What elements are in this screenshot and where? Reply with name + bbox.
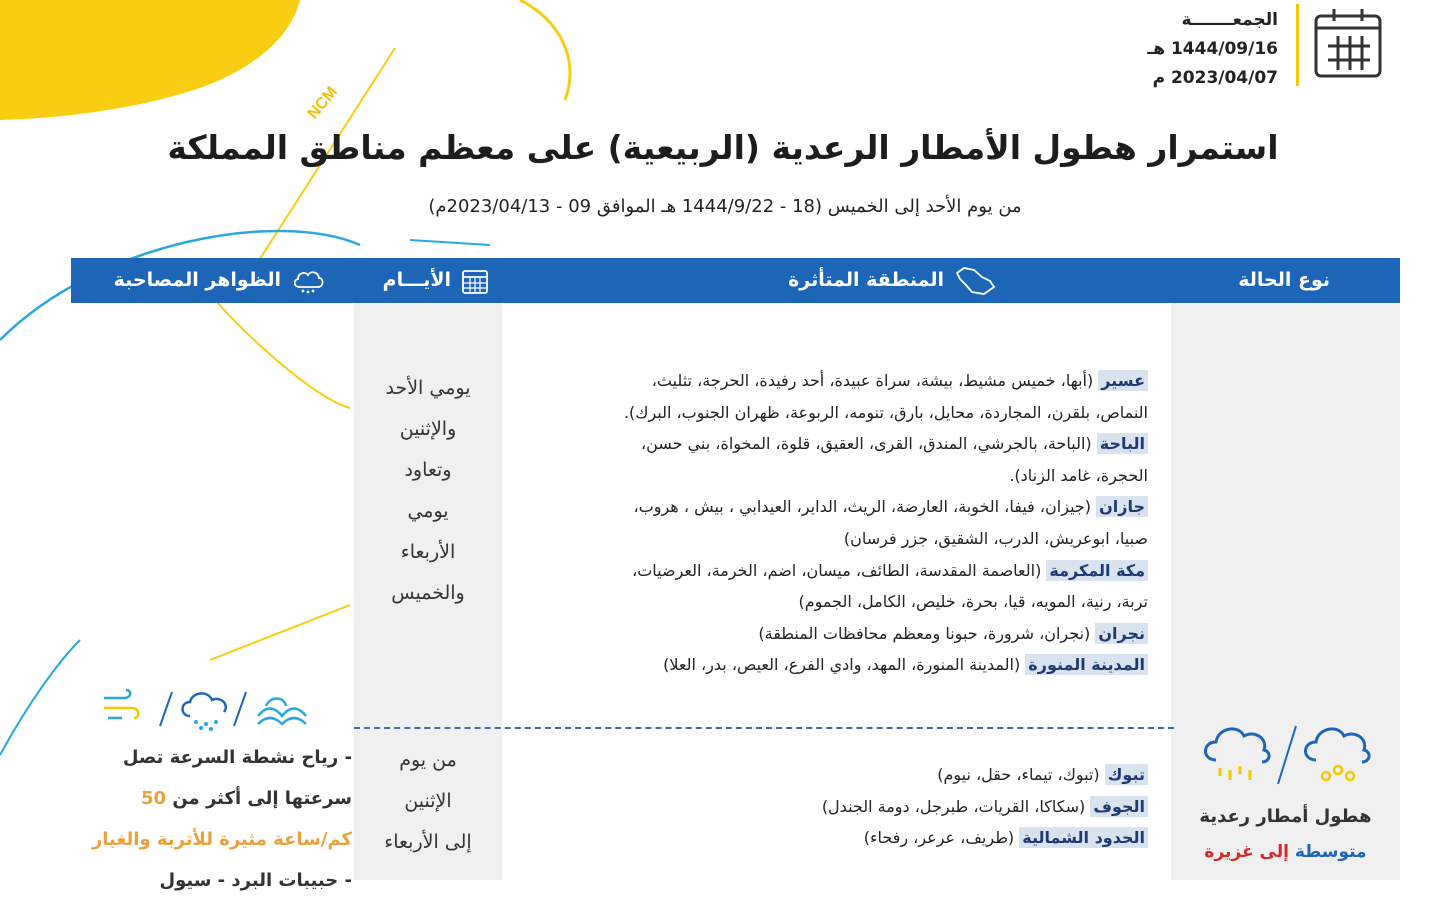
region-cities: (طريف، عرعر، رفحاء) [863,828,1020,848]
header-phenomena [114,258,325,303]
region-name: الباحة [1097,433,1148,454]
region-line [508,649,1148,681]
region-line [508,397,1148,429]
region-cities: (نجران، شرورة، حبونا ومعظم محافظات المنطقة) [758,623,1096,643]
region-name: جازان [1096,496,1148,517]
gregorian-date: 2023/04/07 م [1152,68,1278,88]
days-line: إلى الأربعاء [384,831,472,853]
type-title: هطول أمطار رعدية [1199,806,1372,827]
region-line [508,491,1148,523]
region-line [508,822,1148,854]
intensity-moderate: متوسطة [1294,842,1367,862]
hijri-date: 1444/09/16 هـ [1147,39,1278,59]
intensity-heavy: إلى غزيرة [1204,842,1289,862]
region-line [508,365,1148,397]
days-line: والخميس [391,582,465,604]
phenomena-line: - حبيبات البرد - سيول [159,870,352,891]
days-line: الأربعاء [400,541,456,563]
region-cities-cont: تربة، رنية، المويه، قيا، بحرة، خليص، الكامل، الجموم) [798,592,1148,612]
region-cities: (تبوك، تيماء، حقل، نيوم) [937,765,1105,784]
row2-days [354,740,502,863]
region-cities: (أبها، خميس مشيط، بيشة، سراة عبيدة، أحد رفيدة، الحرجة، تثليث، [651,371,1099,390]
phenomena-text-part: سرعتها إلى أكثر من [166,788,352,809]
row-separator [354,727,1174,729]
yellow-arc-line [520,0,570,100]
snow-cloud-icon [183,693,226,731]
region-cities: (العاصمة المقدسة، الطائف، ميسان، اضم، الخرمة، العرضيات، [632,560,1047,580]
region-name: الحدود الشمالية [1019,827,1148,848]
header-region-label: المنطقة المتأثرة [788,269,944,291]
region-name: الجوف [1090,796,1148,817]
days-line: وتعاود [404,459,452,481]
row2-regions [508,759,1148,854]
header-region [788,258,996,303]
region-line [508,428,1148,460]
date-divider [1296,4,1299,86]
region-cities-cont: الحجرة، غامد الزناد). [1009,465,1148,485]
date-block [1118,6,1278,93]
blue-accent-line [410,240,490,245]
yellow-diagonal-line [240,48,395,290]
region-cities: (الباحة، بالجرشي، المندق، القرى، العقيق، قلوة، المخواة، بني حسن، [640,434,1097,454]
ncm-watermark: NCM [304,83,342,123]
yellow-left-line [210,605,350,660]
hail-cloud-icon [1306,729,1370,780]
region-line [508,555,1148,587]
region-line [508,618,1148,650]
wave-icon [258,699,306,725]
region-name: مكة المكرمة [1046,560,1148,581]
cloud-icon [291,267,325,295]
phenomena-text [72,737,352,901]
phenomena-line [72,778,352,819]
days-line: من يوم [399,749,457,771]
row1-regions [508,365,1148,681]
page-subtitle: من يوم الأحد إلى الخميس (18 - 1444/9/22 هـ الموافق 09 - 2023/04/13م) [428,196,1022,217]
table-header [71,258,1400,303]
region-line [508,791,1148,823]
calendar-icon [1310,6,1388,82]
phenomena-line: - رياح نشطة السرعة تصل [122,747,352,768]
type-column-bg [1171,303,1400,880]
rain-cloud-icon [1206,729,1270,780]
region-cities: (المدينة المنورة، المهد، وادي الفرع، العيص، بدر، العلا) [663,655,1026,675]
region-name: تبوك [1105,764,1148,785]
region-line [508,460,1148,492]
region-line [508,759,1148,791]
phenomena-icons [98,688,318,732]
day-name: الجمعـــــــة [1181,10,1278,30]
days-line: والإثنين [399,418,457,440]
region-cities: (سكاكا، القريات، طبرجل، دومة الجندل) [821,796,1091,816]
region-cities-cont: النماص، بلقرن، المجاردة، محايل، بارق، تنومه، الربوعة، ظهران الجنوب، البرك). [623,402,1148,422]
region-cities-cont: صبيا، ابوعريش، الدرب، الشقيق، جزر فرسان) [843,528,1148,548]
header-type [1238,258,1330,303]
type-icons [1198,720,1378,790]
days-line: الإثنين [404,790,452,812]
saudi-map-icon [954,265,996,297]
wind-speed-value: 50 [141,788,167,809]
slash-divider [1278,726,1296,784]
region-name: نجران [1095,623,1148,644]
region-line [508,523,1148,555]
days-line: يومي [407,500,449,522]
region-line [508,586,1148,618]
slash-divider [160,692,172,726]
row1-days [354,368,502,614]
phenomena-line: كم/ساعة مثيرة للأتربة والغبار [91,829,352,850]
yellow-lower-arc [215,300,350,408]
header-days-label: الأيـــام [382,269,451,291]
days-line: يومي الأحد [385,377,471,399]
header-days [383,258,489,303]
region-name: عسير [1098,370,1148,391]
region-name: المدينة المنورة [1025,654,1148,675]
wind-icon [104,690,138,718]
page-title: استمرار هطول الأمطار الرعدية (الربيعية) على معظم مناطق المملكة [167,128,1279,167]
blue-lower-line [0,640,80,755]
calendar-small-icon [461,267,489,295]
header-type-label: نوع الحالة [1238,269,1330,291]
slash-divider [234,692,246,726]
header-phenomena-label: الظواهر المصاحبة [113,269,281,291]
region-cities: (جيزان، فيفا، الخوبة، العارضة، الريث، الداير، العيدابي ، بيش ، هروب، [633,497,1097,517]
type-intensity [1171,842,1400,862]
yellow-blob-shape [0,0,300,120]
